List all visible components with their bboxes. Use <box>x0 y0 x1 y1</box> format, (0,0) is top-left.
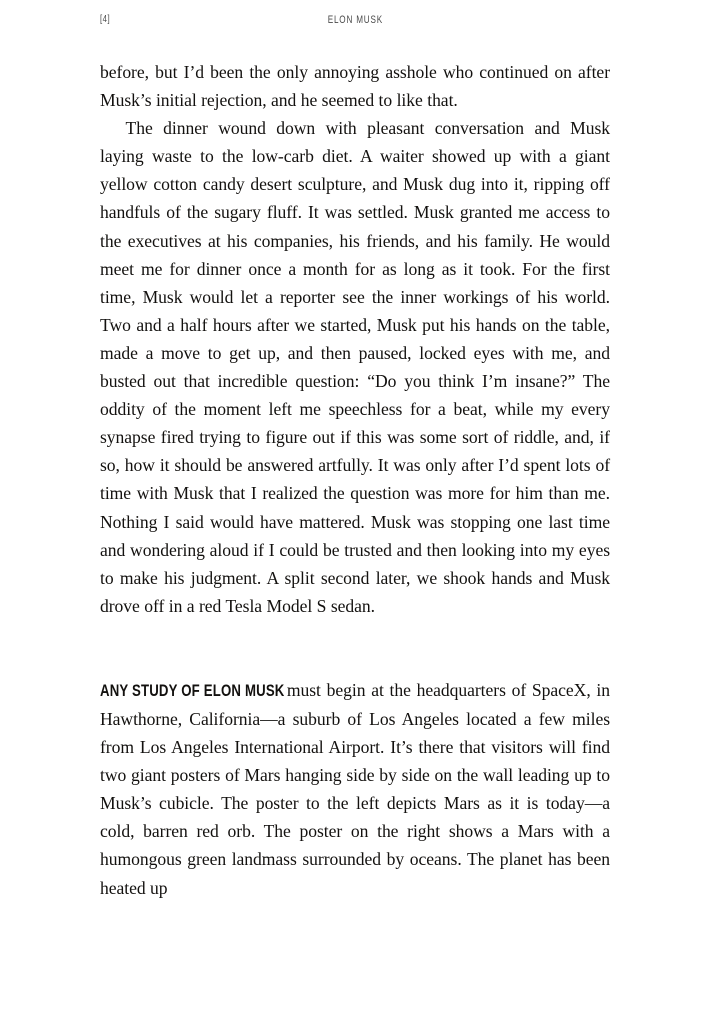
section-opening-paragraph <box>100 676 610 902</box>
paragraph: before, but I’d been the only annoying asshole who continued on after Musk’s initial rejection, and he seemed to like that. <box>100 62 610 111</box>
section-body-text: must begin at the headquarters of SpaceX, in Hawthorne, California—a suburb of Los Angeles located a few miles from Los Angeles International Airport. It’s there that visitors will find two giant posters of Mars hanging side by side on the wall leading up to Musk’s cubicle. The poster to the left depicts Mars as it is today—a cold, barren red orb. The poster on the right shows a Mars with a humongous green landmass surrounded by oceans. The planet has been heated up <box>100 679 610 898</box>
run-in-heading: ANY STUDY OF ELON MUSK <box>100 681 285 700</box>
page-folio: [4] <box>100 14 111 25</box>
running-title <box>100 14 610 26</box>
running-head <box>100 14 610 30</box>
text-block <box>100 58 610 902</box>
running-title-text: ELON MUSK <box>327 14 383 26</box>
paragraph: The dinner wound down with pleasant conversation and Musk laying waste to the low-carb diet. A waiter showed up with a giant yellow cotton candy desert sculpture, and Musk dug into it, ripping off handfuls of the sugary fluff. It was settled. Musk granted me access to the executives at his companies, his friends, and his family. He would meet me for dinner once a month for as long as it took. For the first time, Musk would let a reporter see the inner workings of his world. Two and a half hours after we started, Musk put his hands on the table, made a move to get up, and then paused, locked eyes with me, and busted out that incredible question: “Do you think I’m insane?” The oddity of the moment left me speechless for a beat, while my every synapse fired trying to figure out if this was some sort of riddle, and, if so, how it should be answered artfully. It was only after I’d spent lots of time with Musk that I realized the question was more for him than me. Nothing I said would have mattered. Musk was stopping one last time and wondering aloud if I could be trusted and then looking into my eyes to make his judgment. A split second later, we shook hands and Musk drove off in a red Tesla Model S sedan. <box>100 118 610 616</box>
section-break <box>100 620 610 676</box>
